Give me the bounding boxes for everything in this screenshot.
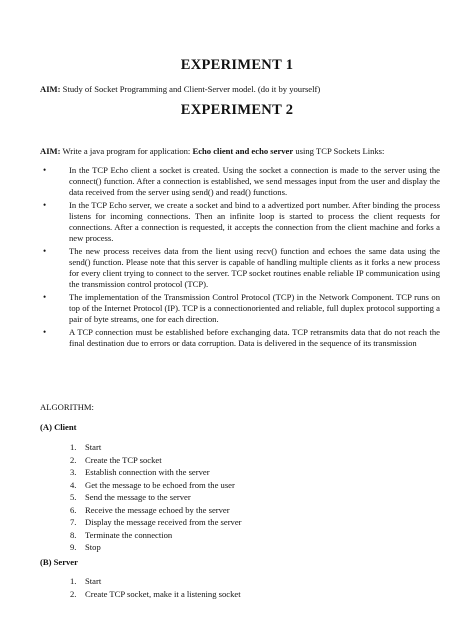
experiment-2-title: EXPERIMENT 2 — [180, 102, 294, 118]
server-heading-text: (B) Server — [40, 557, 78, 567]
step-number: 5. — [70, 492, 77, 502]
step-number: 2. — [70, 454, 77, 465]
bullet-item — [40, 327, 440, 349]
bullet-text: The implementation of the Transmission Control Protocol (TCP) in the Network Component. TCP runs on top of the Internet Protocol (IP). TCP is a connectionoriented and reliable, full duplex protocol supporting a pair of byte streams, one for each direction. — [69, 292, 440, 324]
aim-text-after: using TCP Sockets Links: — [293, 146, 385, 156]
step-number: 8. — [70, 529, 77, 540]
bullet-item — [40, 292, 440, 325]
bullet-text: The new process receives data from the lient using recv() function and echoes the same data using the send() function. Please note that this server is capable of handling multiple clients as it forks a new process for every client trying to connect to the server. TCP socket routines enable reliable IP communication using the transmission control protocol (TCP). — [69, 246, 440, 289]
aim-text: Study of Socket Programming and Client-Server model. (do it by yourself) — [60, 84, 321, 94]
algorithm-heading: ALGORITHM: — [40, 402, 94, 412]
explanation-bullet-list — [40, 165, 440, 351]
step-text: Start — [85, 442, 102, 452]
step-number: 1. — [70, 576, 77, 586]
bullet-text: In the TCP Echo client a socket is created. Using the socket a connection is made to the server using the connect() function. After a connection is established, we send messages input from the user and display the data received from the server using send() and read() functions. — [69, 165, 440, 197]
step-number: 1. — [70, 442, 77, 452]
step-text: Start — [85, 576, 102, 586]
step-number: 2. — [70, 588, 77, 599]
step-text: Create TCP socket, make it a listening socket — [85, 588, 241, 599]
step-text: Stop — [85, 542, 101, 552]
aim-label: AIM: — [40, 146, 61, 156]
bullet-item — [40, 246, 440, 290]
aim-label: AIM: — [40, 84, 61, 94]
experiment-1-title: EXPERIMENT 1 — [180, 57, 294, 73]
experiment-2-aim — [40, 146, 384, 157]
step-number: 9. — [70, 542, 77, 552]
step-text: Send the message to the server — [85, 492, 191, 502]
server-heading — [40, 557, 78, 568]
bullet-item — [40, 200, 440, 244]
step-text: Create the TCP socket — [85, 454, 162, 465]
client-heading-text: (A) Client — [40, 422, 77, 432]
bullet-icon: • — [43, 292, 47, 302]
step-text: Receive the message echoed by the server — [85, 504, 230, 515]
step-text: Display the message received from the server — [85, 517, 242, 527]
aim-text-before: Write a java program for application: — [60, 146, 193, 156]
step-number: 6. — [70, 504, 77, 515]
bullet-icon: • — [43, 200, 47, 210]
bullet-icon: • — [43, 327, 47, 337]
client-heading — [40, 422, 77, 433]
experiment-1-aim — [40, 84, 320, 95]
step-text: Terminate the connection — [85, 529, 173, 540]
step-number: 4. — [70, 479, 77, 490]
step-number: 7. — [70, 517, 77, 527]
step-text: Establish connection with the server — [85, 467, 210, 477]
bullet-icon: • — [43, 165, 47, 175]
bullet-text: A TCP connection must be established before exchanging data. TCP retransmits data that do not reach the final destination due to errors or data corruption. Data is delivered in the sequence of its transmission — [69, 327, 440, 348]
bullet-item — [40, 165, 440, 198]
step-text: Get the message to be echoed from the user — [85, 479, 235, 490]
bullet-text: In the TCP Echo server, we create a socket and bind to a advertized port number. After binding the process listens for incoming connections. Then an infinite loop is started to process the client requests for connections. After a connection is requested, it accepts the connection from the client machine and forks a new process. — [69, 200, 440, 243]
bullet-icon: • — [43, 246, 47, 256]
aim-bold-text: Echo client and echo server — [192, 146, 294, 156]
step-number: 3. — [70, 467, 77, 477]
